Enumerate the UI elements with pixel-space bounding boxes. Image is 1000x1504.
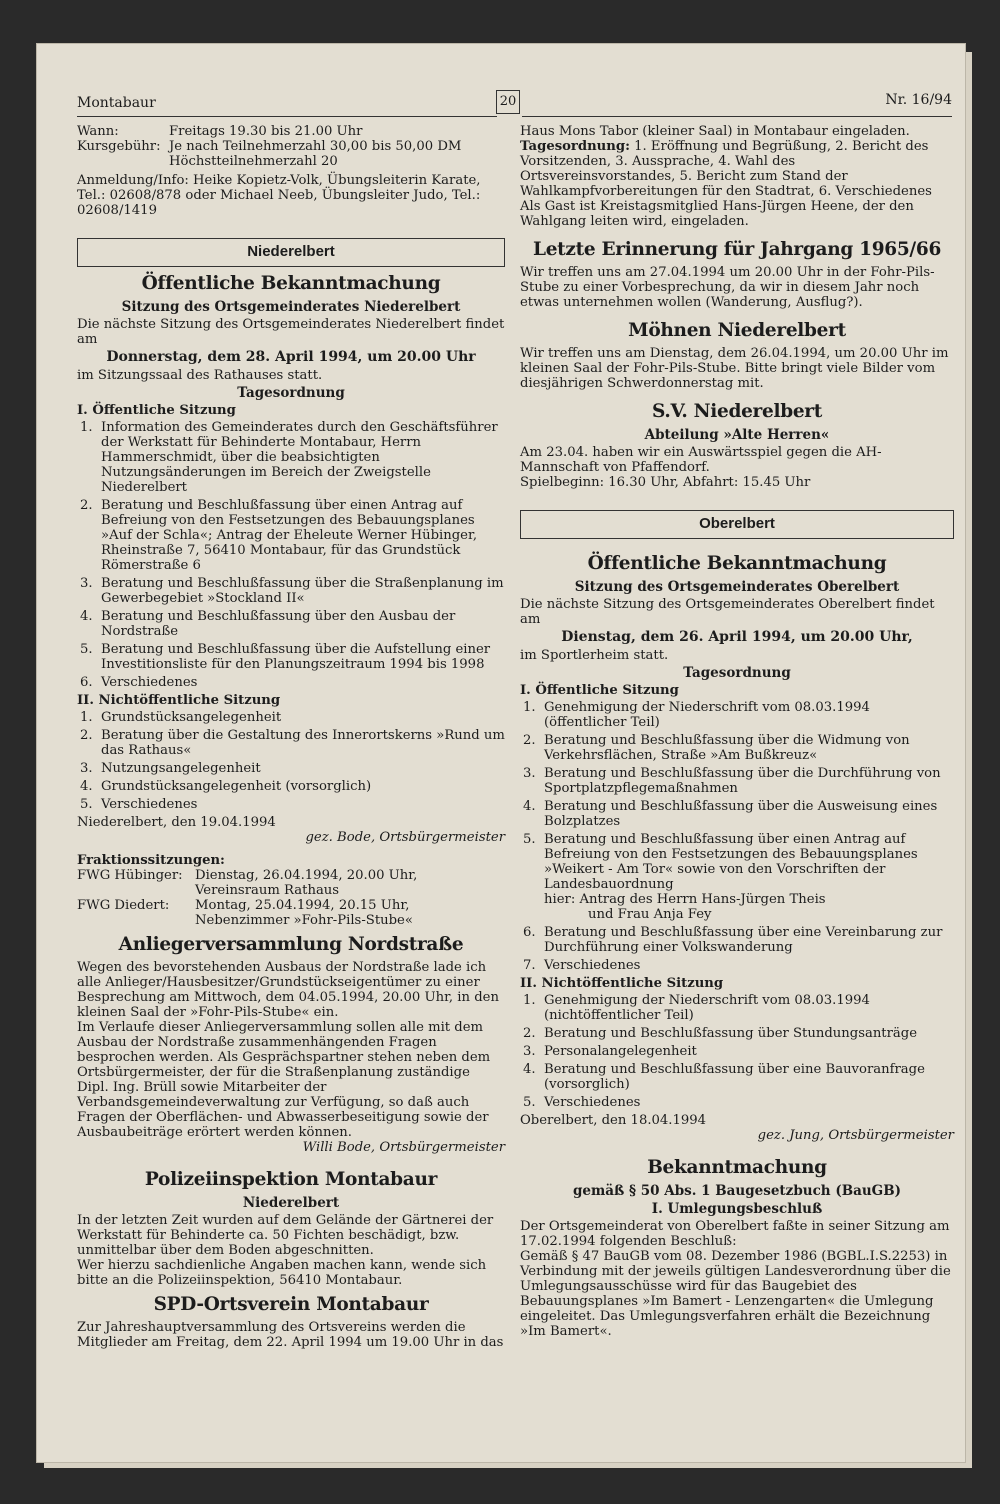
item5-hier: hier: Antrag des Herrn Hans-Jürgen Theis (544, 892, 826, 907)
page-number: 20 (496, 90, 520, 114)
police-subtitle: Niederelbert (242, 1195, 340, 1211)
left-column (77, 124, 505, 1350)
oberelbert-agenda-title: Tagesordnung (683, 665, 791, 681)
fee-label: Kursgebühr: (77, 139, 161, 154)
niederelbert-private-title: II. Nichtöffentliche Sitzung (77, 693, 281, 708)
oberelbert-announcement-title: Öffentliche Bekanntmachung (587, 553, 887, 574)
sv-p2: Spielbeginn: 16.30 Uhr, Abfahrt: 15.45 Uhr (520, 475, 811, 490)
residents-title: Anliegerversammlung Nordstraße (118, 934, 464, 955)
niederelbert-agenda-title: Tagesordnung (237, 385, 345, 401)
spd-guest: Als Gast ist Kreistagsmitglied Hans-Jürgen Heene, der den Wahlgang leiten wird, eingeladen. (520, 199, 914, 229)
oberelbert-signature: gez. Jung, Ortsbürgermeister (757, 1128, 954, 1143)
baugb-sub2: I. Umlegungsbeschluß (651, 1201, 823, 1217)
oberelbert-public-list (520, 700, 954, 973)
oberelbert-place-date: Oberelbert, den 18.04.1994 (520, 1113, 707, 1128)
oberelbert-private-list (520, 993, 954, 1110)
baugb-p2: Gemäß § 47 BauGB vom 08. Dezember 1986 (BGBL.I.S.2253) in Verbindung mit der jeweils gültigen Landesverordnung über die Umlegungsausschüsse wird für das Baugebiet des Bebauungsplanes »Im Bamert - Lenzengarten« die Umlegung eingeleitet. Das Umlegungsverfahren erhält die Bezeichnung »Im Bamert«. (520, 1249, 951, 1339)
list-item: 4. Beratung und Beschlußfassung über eine Bauvoranfrage (vorsorglich) (523, 1062, 925, 1092)
section-oberelbert: Oberelbert (520, 510, 954, 539)
oberelbert-date: Dienstag, dem 26. April 1994, um 20.00 Uhr, (561, 629, 913, 645)
list-item: 5. Verschiedenes (523, 1095, 641, 1110)
police-p2: Wer hierzu sachdienliche Angaben machen kann, wende sich bitte an die Polizeiinspektion, 56410 Montabaur. (77, 1258, 487, 1288)
spd-title: SPD-Ortsverein Montabaur (153, 1294, 429, 1315)
course-when (77, 124, 505, 139)
reminder-p1: Wir treffen uns am 27.04.1994 um 20.00 Uhr in der Fohr-Pils-Stube zu einer Vorbesprechung, da wir in diesem Jahr noch etwas unternehmen wollen (Wanderung, Ausflug?). (520, 265, 935, 310)
list-item: 6. Verschiedenes (80, 675, 198, 690)
oberelbert-public-title: I. Öffentliche Sitzung (520, 683, 679, 698)
course-fee (77, 139, 505, 169)
niederelbert-public-title: I. Öffentliche Sitzung (77, 403, 236, 418)
niederelbert-intro: Die nächste Sitzung des Ortsgemeinderates Niederelbert findet am (77, 317, 505, 347)
niederelbert-place-date: Niederelbert, den 19.04.1994 (77, 815, 276, 830)
issue-number: Nr. 16/94 (522, 90, 952, 117)
police-title: Polizeiinspektion Montabaur (144, 1169, 438, 1190)
list-item: 5. Beratung und Beschlußfassung über die Aufstellung einer Investitionsliste für den Planungszeitraum 1994 bis 1998 (80, 642, 491, 672)
niederelbert-date: Donnerstag, dem 28. April 1994, um 20.00 Uhr (106, 349, 476, 365)
faction-row: FWG Hübinger: Dienstag, 26.04.1994, 20.00 Uhr, Vereinsraum Rathaus (77, 868, 418, 898)
sv-p1: Am 23.04. haben wir ein Auswärtsspiel gegen die AH-Mannschaft von Pfaffendorf. (520, 445, 882, 475)
niederelbert-announcement-title: Öffentliche Bekanntmachung (141, 273, 441, 294)
list-item: 3. Nutzungsangelegenheit (80, 761, 261, 776)
residents-p1: Wegen des bevorstehenden Ausbaus der Nordstraße lade ich alle Anlieger/Hausbesitzer/Grundstückseigentümer zu einer Besprechung am Mittwoch, dem 04.05.1994, 20.00 Uhr, in den kleinen Saal der »Fohr-Pils-Stube« ein. (77, 960, 499, 1020)
factions-title: Fraktionssitzungen: (77, 853, 225, 868)
list-item: 1. Information des Gemeinderates durch den Geschäftsführer der Werkstatt für Behinderte Montabaur, Herrn Hammerschmidt, über die beabsichtigten Nutzungsänderungen im Bereich der Zweigstelle Niederelbert (80, 420, 498, 495)
baugb-title: Bekanntmachung (647, 1157, 827, 1178)
police-p1: In der letzten Zeit wurden auf dem Gelände der Gärtnerei der Werkstatt für Behinderte ca. 50 Fichten beschädigt, bzw. unmittelbar über dem Boden abgeschnitten. (77, 1213, 494, 1258)
spd-p1: Zur Jahreshauptversammlung des Ortsvereins werden die Mitglieder am Freitag, dem 22. April 1994 um 19.00 Uhr in das (77, 1320, 504, 1350)
fee-value-2: Höchstteilnehmerzahl 20 (169, 154, 338, 169)
moehnen-title: Möhnen Niederelbert (628, 320, 846, 341)
oberelbert-intro: Die nächste Sitzung des Ortsgemeinderates Oberelbert findet am (520, 597, 935, 627)
faction-row: FWG Diedert: Montag, 25.04.1994, 20.15 Uhr, Nebenzimmer »Fohr-Pils-Stube« (77, 898, 413, 928)
header-town: Montabaur (77, 90, 497, 117)
list-item: 4. Grundstücksangelegenheit (vorsorglich) (80, 779, 372, 794)
list-item: 3. Beratung und Beschlußfassung über die Durchführung von Sportplatzpflegemaßnahmen (523, 766, 941, 796)
item5-hier-2: und Frau Anja Fey (588, 907, 712, 922)
reminder-title: Letzte Erinnerung für Jahrgang 1965/66 (532, 239, 942, 260)
when-value: Freitags 19.30 bis 21.00 Uhr (169, 124, 363, 139)
right-column (520, 124, 954, 1339)
niederelbert-public-list (77, 420, 505, 690)
list-item: 7. Verschiedenes (523, 958, 641, 973)
oberelbert-private-title: II. Nichtöffentliche Sitzung (520, 976, 724, 991)
oberelbert-announcement-subtitle: Sitzung des Ortsgemeinderates Oberelbert (574, 579, 900, 595)
list-item: 6. Beratung und Beschlußfassung über eine Vereinbarung zur Durchführung einer Volkswanderung (523, 925, 943, 955)
list-item: 4. Beratung und Beschlußfassung über die Ausweisung eines Bolzplatzes (523, 799, 938, 829)
niederelbert-announcement-subtitle: Sitzung des Ortsgemeinderates Niederelbert (121, 299, 461, 315)
moehnen-p1: Wir treffen uns am Dienstag, dem 26.04.1994, um 20.00 Uhr im kleinen Saal der Fohr-Pils-Stube. Bitte bringt viele Bilder vom diesjährigen Schwerdonnerstag mit. (520, 346, 949, 391)
list-item: 1. Genehmigung der Niederschrift vom 08.03.1994 (nichtöffentlicher Teil) (523, 993, 870, 1023)
niederelbert-signature: gez. Bode, Ortsbürgermeister (305, 830, 505, 845)
list-item: 3. Personalangelegenheit (523, 1044, 697, 1059)
spd-agenda: Tagesordnung: 1. Eröffnung und Begrüßung, 2. Bericht des Vorsitzenden, 3. Aussprache, 4. Wahl des Ortsvereinsvorstandes, 5. Bericht zum Stand der Wahlkampfvorbereitungen für den Stadtrat, 6. Verschiedenes (520, 139, 932, 199)
niederelbert-place: im Sitzungssaal des Rathauses statt. (77, 368, 323, 383)
fee-value: Je nach Teilnehmerzahl 30,00 bis 50,00 DM (169, 139, 462, 154)
list-item: 5. Beratung und Beschlußfassung über einen Antrag auf Befreiung von den Festsetzungen des Bebauungsplanes »Weikert - Am Tor« sowie von den Vorschriften der Landesbauordnung hier: Antrag des Herrn Hans-Jürgen Theis und Frau Anja Fey (520, 832, 954, 922)
spd-cont-p1: Haus Mons Tabor (kleiner Saal) in Montabaur eingeladen. (520, 124, 910, 139)
list-item: 3. Beratung und Beschlußfassung über die Straßenplanung im Gewerbegebiet »Stockland II« (80, 576, 504, 606)
niederelbert-private-list (77, 710, 505, 812)
when-label: Wann: (77, 124, 119, 139)
baugb-p1: Der Ortsgemeinderat von Oberelbert faßte in seiner Sitzung am 17.02.1994 folgenden Beschluß: (520, 1219, 950, 1249)
list-item: 5. Verschiedenes (80, 797, 198, 812)
list-item: 4. Beratung und Beschlußfassung über den Ausbau der Nordstraße (80, 609, 456, 639)
list-item: 2. Beratung und Beschlußfassung über die Widmung von Verkehrsflächen, Straße »Am Bußkreuz« (523, 733, 910, 763)
list-item: 2. Beratung über die Gestaltung des Innerortskerns »Rund um das Rathaus« (80, 728, 505, 758)
section-niederelbert: Niederelbert (77, 238, 505, 267)
course-info: Anmeldung/Info: Heike Kopietz-Volk, Übungsleiterin Karate, Tel.: 02608/878 oder Michael Neeb, Übungsleiter Judo, Tel.: 02608/1419 (77, 173, 481, 218)
list-item: 1. Grundstücksangelegenheit (80, 710, 282, 725)
residents-p2: Im Verlaufe dieser Anliegerversammlung sollen alle mit dem Ausbau der Nordstraße zusammenhängenden Fragen besprochen werden. Als Gesprächspartner stehen neben dem Ortsbürgermeister, der für die Straßenplanung zuständige Dipl. Ing. Brüll sowie Mitarbeiter der Verbandsgemeindeverwaltung zur Verfügung, so daß auch Fragen der Oberflächen- und Abwasserbeseitigung sowie der Ausbaubeiträge erörtert werden können. (77, 1020, 491, 1140)
baugb-subtitle: gemäß § 50 Abs. 1 Baugesetzbuch (BauGB) (572, 1183, 902, 1199)
residents-signature: Willi Bode, Ortsbürgermeister (302, 1140, 505, 1155)
list-item: 2. Beratung und Beschlußfassung über Stundungsanträge (523, 1026, 918, 1041)
sv-subtitle: Abteilung »Alte Herren« (644, 427, 830, 443)
list-item: 1. Genehmigung der Niederschrift vom 08.03.1994 (öffentlicher Teil) (523, 700, 870, 730)
sv-title: S.V. Niederelbert (652, 401, 822, 422)
list-item: 2. Beratung und Beschlußfassung über einen Antrag auf Befreiung von den Festsetzungen des Bebauungsplanes »Auf der Schla«; Antrag der Eheleute Werner Hübinger, Rheinstraße 7, 56410 Montabaur, für das Grundstück Römerstraße 6 (80, 498, 478, 573)
oberelbert-place: im Sportlerheim statt. (520, 648, 669, 663)
